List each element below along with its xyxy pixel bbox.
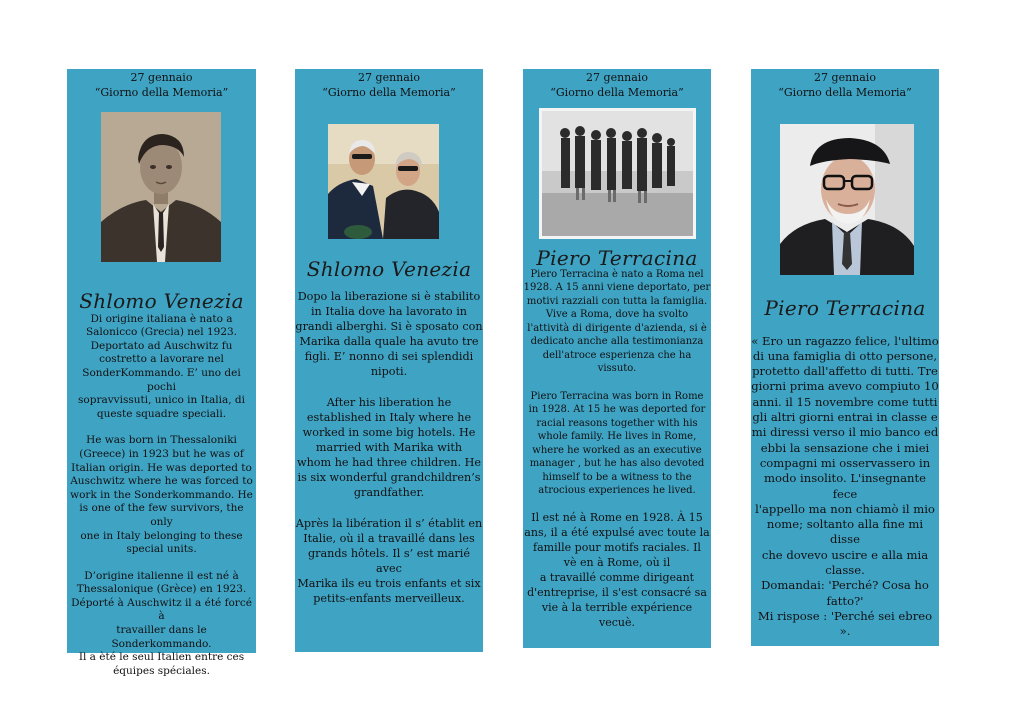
bookmark-card-3 [523,69,711,648]
card-person-name: Shlomo Venezia [306,257,472,281]
text-line: vissuto. [597,363,637,375]
quote-line: ebbi la sensazione che i miei [760,440,930,455]
quote-line: protetto dall'affetto di tutti. Tre [752,364,938,379]
quote-line: « Ero un ragazzo felice, l'ultimo [751,333,939,348]
bookmark-card-1 [67,69,256,677]
quote-line: Domandai: 'Perché? Cosa ho [761,578,929,593]
text-line: l'attività di dirigente d'azienda, si è [527,322,707,334]
text-line: grands hôtels. Il s’ est marié avec [308,546,470,575]
text-line: established in Italy where he [306,410,472,424]
quote-line: nome; soltanto alla fine mi disse [766,517,924,547]
card-person-name: Shlomo Venezia [79,289,244,313]
text-line: motivi razziali con tutta la famiglia. [526,295,708,307]
text-line: himself to be a witness to the [542,471,692,483]
text-line: Thessalonique (Grèce) en 1923. [76,583,247,596]
bookmark-card-2 [295,69,483,652]
quote-line: classe. [825,563,865,578]
text-line: ans, il a été expulsé avec toute la [524,525,710,539]
text-line: Dopo la liberazione si è stabilito [297,289,481,303]
card-event-title: “Giorno della Memoria” [550,85,684,99]
card-event-title: “Giorno della Memoria” [94,85,229,99]
quote-line: mi diressi verso il mio banco ed [751,425,939,440]
quote-line: fatto?' [826,593,864,608]
text-line: Piero Terracina è nato a Roma nel [530,268,704,280]
text-line: He was born in Thessaloniki [86,434,237,447]
text-line: special units. [126,543,197,556]
quote-line: l'appello ma non chiamò il mio [755,501,935,516]
text-line: married with Marika with [315,440,463,454]
text-line: whom he had three children. He [297,455,481,469]
text-line: D’origine italienne il est né à [84,569,239,582]
text-line: Piero Terracina was born in Rome [530,390,704,402]
text-line: grandi alberghi. Si è sposato con [295,319,483,333]
text-line: (Greece) in 1923 but he was of [79,447,244,460]
text-line: équipes spéciales. [113,664,210,677]
text-line: racial reasons together with his [536,417,698,429]
text-line: costretto a lavorare nel [99,353,224,366]
text-line: After his liberation he [326,395,452,409]
text-line: one in Italy belonging to these [80,529,243,542]
text-line: Di origine italiana è nato a [90,312,233,325]
text-line: Italian origin. He was deported to [71,461,252,474]
text-line: 1928. A 15 anni viene deportato, per [523,282,711,294]
text-line: Marika ils eu trois enfants et six [297,576,481,590]
quote-line: modo insolito. L'insegnante fece [763,471,927,501]
text-line: queste squadre speciali. [96,407,227,420]
text-line: petits-enfants merveilleux. [313,591,465,605]
text-line: Auschwitz where he was forced to [70,475,253,488]
text-line: travailler dans le Sonderkommando. [111,624,212,650]
quote-line: di una famiglia di otto persone, [752,348,938,363]
card-event-title: “Giorno della Memoria” [322,85,456,99]
text-line: worked in some big hotels. He [302,425,476,439]
text-line: Salonicco (Grecia) nel 1923. [85,326,238,339]
text-line: famille pour motifs raciales. Il [533,540,701,554]
bookmark-card-4 [751,69,939,646]
couple-photo [328,124,439,239]
quote-line: anni. il 15 novembre come tutti [752,394,938,409]
text-line: atrocious experiences he lived. [538,485,696,497]
text-line: a travaillé comme dirigeant [539,570,695,584]
text-line: figli. E’ nonno di sei splendidi [304,349,474,363]
text-line: Deportato ad Auschwitz fu [90,339,233,352]
text-line: Après la libération il s’ établit en [295,516,483,530]
quote-line: giorni prima avevo compiuto 10 [751,379,939,394]
text-line: Déporté à Auschwitz il a été forcé à [71,596,252,623]
card-date: 27 gennaio [586,71,648,84]
card-event-title: “Giorno della Memoria” [778,85,912,99]
quote-line: gli altri giorni entrai in classe e [752,410,938,425]
text-line: nipoti. [370,364,408,378]
text-line: work in the Sonderkommando. He [70,488,253,501]
text-line: in Italia dove ha lavorato in [310,304,468,318]
text-line: in 1928. At 15 he was deported for [528,404,706,416]
portrait-photo-elderly-piero [780,124,914,275]
text-line: Il a èté le seul Italien entre ces [78,651,245,664]
text-line: vie à la terrible expérience vecuè. [541,600,693,629]
text-line: d'entreprise, il s'est consacré sa [527,585,707,599]
text-line: is six wonderful grandchildren’s [297,470,481,484]
card-date: 27 gennaio [358,71,420,84]
quote-line: che dovevo uscire e alla mia [761,547,929,562]
text-line: is one of the few survivors, the only [79,502,244,528]
text-line: Il est né à Rome en 1928. À 15 [531,510,703,524]
text-line: where he worked as an executive [532,444,702,456]
text-line: Vive a Roma, dove ha svolto [545,309,689,321]
text-line: dedicato anche alla testimonianza [530,336,704,348]
portrait-photo-young-shlomo [101,112,221,262]
card-person-name: Piero Terracina [764,296,926,320]
text-line: sopravvissuti, unico in Italia, di [78,394,245,407]
card-person-name: Piero Terracina [536,246,698,270]
group-photo-street [539,108,696,239]
card-date: 27 gennaio [814,71,876,84]
card-date: 27 gennaio [130,71,193,84]
text-line: Marika dalla quale ha avuto tre [299,334,479,348]
text-line: manager , but he has also devoted [529,458,705,470]
quote-line: compagni mi osservassero in [759,455,931,470]
quote-line: Mi rispose : 'Perché sei ebreo ». [757,608,933,639]
text-line: grandfather. [353,485,425,499]
text-line: SonderKommando. E’ uno dei pochi [82,366,241,393]
text-line: whole family. He lives in Rome, [537,431,697,443]
text-line: Italie, où il a travaillé dans les [303,531,475,545]
text-line: vè en à Rome, où il [563,555,671,569]
text-line: dell'atroce esperienza che ha [542,349,692,361]
